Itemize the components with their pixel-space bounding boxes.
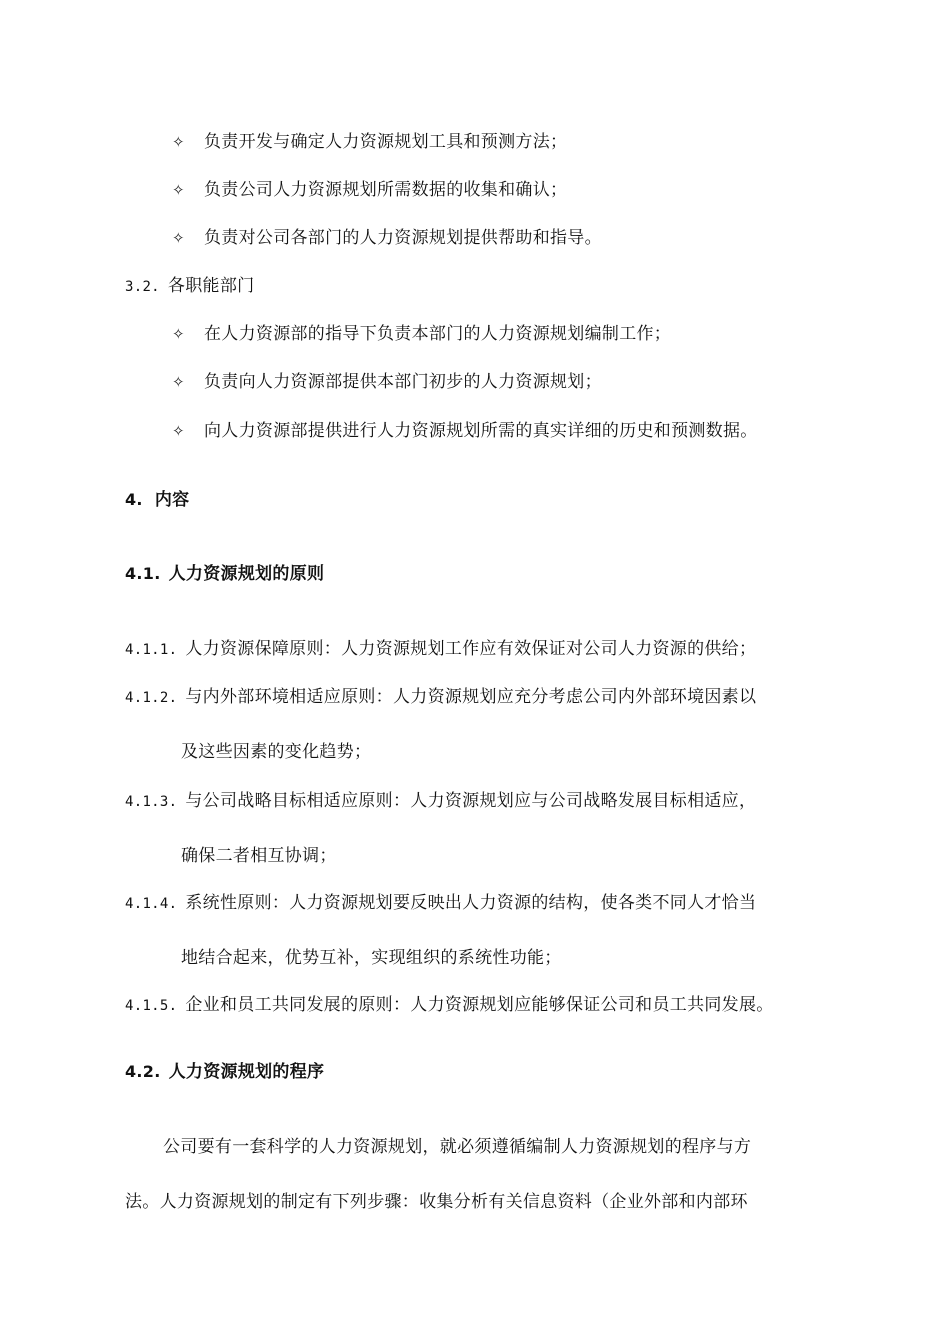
section-number: 4.2. (125, 1062, 161, 1081)
paragraph-line: 法。人力资源规划的制定有下列步骤：收集分析有关信息资料（企业外部和内部环 (125, 1192, 748, 1212)
section-title: 人力资源规划的程序 (168, 1062, 325, 1082)
principle-number: 4.1.4. (125, 896, 178, 912)
principle-text: 企业和员工共同发展的原则：人力资源规划应能够保证公司和员工共同发展。 (185, 995, 774, 1015)
principle-number: 4.1.3. (125, 794, 178, 810)
section-number: 3.2. (125, 279, 160, 295)
principle-item (125, 994, 774, 1017)
principle-text: 系统性原则：人力资源规划要反映出人力资源的结构，使各类不同人才恰当 (185, 893, 757, 913)
bullet-text: 负责向人力资源部提供本部门初步的人力资源规划； (204, 372, 602, 392)
section-heading-4 (125, 489, 189, 511)
star-bullet-icon: ✧ (172, 229, 185, 247)
bullet-text: 负责对公司各部门的人力资源规划提供帮助和指导。 (204, 228, 602, 248)
principle-continuation: 及这些因素的变化趋势； (181, 742, 372, 762)
section-heading-4-1 (125, 563, 324, 585)
principle-text: 人力资源保障原则：人力资源规划工作应有效保证对公司人力资源的供给； (185, 639, 757, 659)
principle-item (125, 638, 756, 661)
bullet-text: 负责公司人力资源规划所需数据的收集和确认； (204, 180, 568, 200)
star-bullet-icon: ✧ (172, 325, 185, 343)
principle-text: 与公司战略目标相适应原则：人力资源规划应与公司战略发展目标相适应， (185, 791, 757, 811)
section-title: 各职能部门 (167, 276, 255, 296)
principle-item (125, 892, 756, 915)
principle-number: 4.1.5. (125, 998, 178, 1014)
star-bullet-icon: ✧ (172, 422, 185, 440)
principle-item (125, 790, 756, 813)
principle-text: 与内外部环境相适应原则：人力资源规划应充分考虑公司内外部环境因素以 (185, 687, 757, 707)
star-bullet-icon: ✧ (172, 373, 185, 391)
principle-number: 4.1.2. (125, 690, 178, 706)
star-bullet-icon: ✧ (172, 133, 185, 151)
section-number: 4. (125, 490, 143, 509)
bullet-text: 负责开发与确定人力资源规划工具和预测方法； (204, 132, 568, 152)
section-number: 4.1. (125, 564, 161, 583)
principle-continuation: 地结合起来，优势互补，实现组织的系统性功能； (181, 948, 562, 968)
section-heading-4-2 (125, 1061, 324, 1083)
bullet-text: 向人力资源部提供进行人力资源规划所需的真实详细的历史和预测数据。 (204, 421, 758, 441)
section-title: 人力资源规划的原则 (168, 564, 325, 584)
section-heading-3-2 (125, 275, 254, 298)
principle-item (125, 686, 756, 709)
paragraph-line: 公司要有一套科学的人力资源规划，就必须遵循编制人力资源规划的程序与方 (163, 1137, 752, 1157)
principle-continuation: 确保二者相互协调； (181, 846, 337, 866)
principle-number: 4.1.1. (125, 642, 178, 658)
bullet-text: 在人力资源部的指导下负责本部门的人力资源规划编制工作； (204, 324, 672, 344)
star-bullet-icon: ✧ (172, 181, 185, 199)
section-title: 内容 (154, 490, 190, 510)
